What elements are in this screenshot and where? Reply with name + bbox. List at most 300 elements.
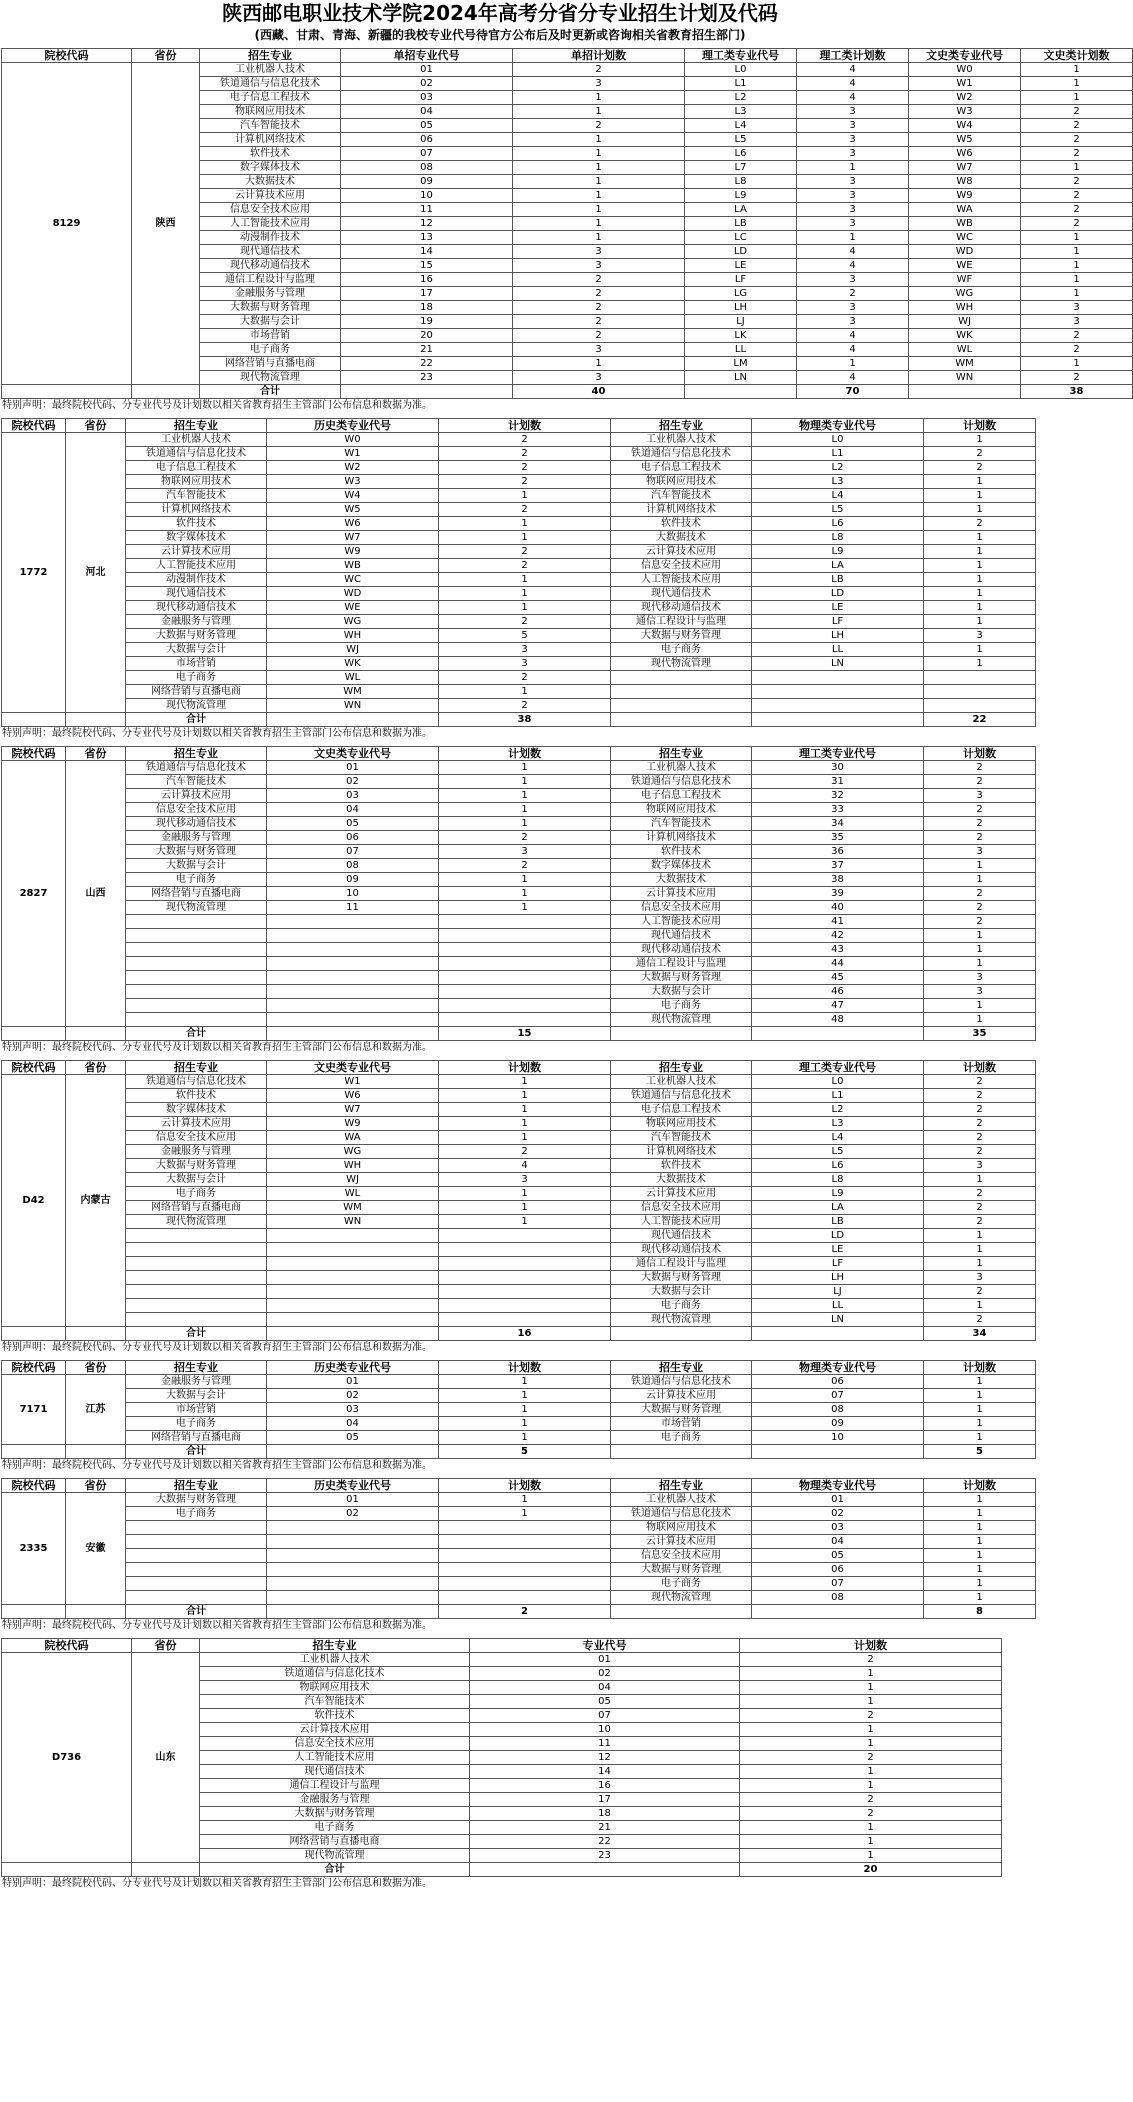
table-cell: 信息安全技术应用 [126, 803, 267, 817]
table-cell: 市场营销 [200, 329, 341, 343]
table-cell: 信息安全技术应用 [200, 1737, 470, 1751]
table-cell: 铁道通信与信息化技术 [611, 447, 752, 461]
table-cell: 1 [439, 1201, 611, 1215]
table-cell: 物联网应用技术 [611, 803, 752, 817]
province-name: 内蒙古 [66, 1075, 126, 1327]
table-cell: L3 [752, 1117, 924, 1131]
table-row [2, 1549, 1036, 1563]
table-cell: LL [752, 643, 924, 657]
table-cell: 2 [439, 699, 611, 713]
table-cell: 10 [752, 1431, 924, 1445]
table-cell [126, 1013, 267, 1027]
table-row [2, 461, 1036, 475]
table-cell: WL [909, 343, 1021, 357]
table-cell: 通信工程设计与监理 [200, 1779, 470, 1793]
table-cell: 3 [797, 315, 909, 329]
table-cell: 1 [513, 147, 685, 161]
table-cell [126, 1549, 267, 1563]
table-cell: L0 [752, 433, 924, 447]
table-cell: 1 [439, 685, 611, 699]
empty-cell [132, 385, 200, 399]
table-cell: 现代移动通信技术 [611, 943, 752, 957]
table-cell: W5 [909, 133, 1021, 147]
table-cell: 金融服务与管理 [200, 1793, 470, 1807]
table-cell: 现代通信技术 [200, 1765, 470, 1779]
empty-cell [66, 1027, 126, 1041]
table-cell: 大数据与会计 [126, 1389, 267, 1403]
table-cell: LN [752, 1313, 924, 1327]
table-cell [439, 1285, 611, 1299]
table-cell: 大数据与财务管理 [611, 1271, 752, 1285]
table-cell: 人工智能技术应用 [126, 559, 267, 573]
table-cell: WK [267, 657, 439, 671]
table-cell: 铁道通信与信息化技术 [126, 761, 267, 775]
table-cell: 05 [470, 1695, 740, 1709]
column-header: 计划数 [924, 419, 1036, 433]
table-cell: LH [752, 629, 924, 643]
table-cell: 1 [439, 817, 611, 831]
table-cell: WN [909, 371, 1021, 385]
table-cell: 10 [341, 189, 513, 203]
column-header: 理工类计划数 [797, 49, 909, 63]
table-cell: 06 [267, 831, 439, 845]
table-cell: 大数据与会计 [200, 315, 341, 329]
table-cell: L2 [752, 1103, 924, 1117]
table-cell: 现代物流管理 [200, 371, 341, 385]
table-cell: 工业机器人技术 [611, 1493, 752, 1507]
table-cell: 金融服务与管理 [126, 615, 267, 629]
table-cell: 47 [752, 999, 924, 1013]
table-cell [611, 699, 752, 713]
table-cell: L6 [752, 1159, 924, 1173]
table-cell: 市场营销 [126, 657, 267, 671]
table-cell: 02 [267, 1389, 439, 1403]
table-cell: 1 [513, 175, 685, 189]
table-cell: 2 [1021, 329, 1133, 343]
table-cell [267, 999, 439, 1013]
table-cell: 电子商务 [200, 1821, 470, 1835]
table-cell: 2 [924, 1117, 1036, 1131]
table-cell: 1 [924, 531, 1036, 545]
total-value: 34 [924, 1327, 1036, 1341]
table-cell: 02 [267, 775, 439, 789]
table-cell: 1 [740, 1681, 1002, 1695]
table-cell: 45 [752, 971, 924, 985]
column-header: 物理类专业代号 [752, 419, 924, 433]
table-row [2, 775, 1036, 789]
table-cell: 汽车智能技术 [200, 119, 341, 133]
school-code: D736 [2, 1653, 132, 1863]
table-cell: 2 [924, 761, 1036, 775]
table-cell [267, 915, 439, 929]
table-cell: 1 [439, 1103, 611, 1117]
province-name: 河北 [66, 433, 126, 713]
table-row [2, 873, 1036, 887]
plan-table-8129 [1, 48, 1133, 399]
table-cell: 市场营销 [611, 1417, 752, 1431]
table-cell: 07 [470, 1709, 740, 1723]
table-cell: 2 [439, 671, 611, 685]
table-cell: 云计算技术应用 [200, 1723, 470, 1737]
table-cell: 16 [341, 273, 513, 287]
table-cell: 2 [1021, 217, 1133, 231]
empty-cell [66, 713, 126, 727]
disclaimer-note: 特别声明：最终院校代码、分专业代号及计划数以相关省教育招生主管部门公布信息和数据为准。 [2, 1620, 432, 1631]
table-cell: 1 [439, 901, 611, 915]
table-cell: 3 [797, 189, 909, 203]
table-cell: 1 [924, 475, 1036, 489]
table-cell: 04 [341, 105, 513, 119]
total-value [611, 1445, 752, 1459]
total-label: 合计 [126, 1445, 267, 1459]
table-row [2, 1299, 1036, 1313]
table-cell: 现代物流管理 [126, 901, 267, 915]
table-cell: WC [267, 573, 439, 587]
table-cell: LB [752, 1215, 924, 1229]
table-cell: 软件技术 [611, 1159, 752, 1173]
table-cell: 软件技术 [126, 517, 267, 531]
column-header: 招生专业 [126, 1361, 267, 1375]
column-header: 计划数 [924, 1479, 1036, 1493]
table-cell: 07 [752, 1577, 924, 1591]
table-row [2, 1131, 1036, 1145]
table-cell: 1 [439, 587, 611, 601]
table-row [2, 629, 1036, 643]
plan-table-1772 [1, 418, 1036, 727]
table-cell: 物联网应用技术 [611, 1117, 752, 1131]
table-cell: W7 [267, 531, 439, 545]
column-header: 省份 [66, 1061, 126, 1075]
table-cell: 数字媒体技术 [200, 161, 341, 175]
empty-cell [2, 1327, 66, 1341]
table-cell: 2 [513, 63, 685, 77]
table-cell: 金融服务与管理 [126, 831, 267, 845]
table-cell: LD [685, 245, 797, 259]
table-cell: W7 [267, 1103, 439, 1117]
column-header: 院校代码 [2, 1061, 66, 1075]
table-cell: 3 [924, 1159, 1036, 1173]
empty-cell [66, 1605, 126, 1619]
table-cell: 2 [439, 545, 611, 559]
table-row [2, 503, 1036, 517]
table-cell: 1 [924, 643, 1036, 657]
table-cell: LM [685, 357, 797, 371]
table-cell: 1 [439, 789, 611, 803]
table-cell: 1 [924, 1403, 1036, 1417]
table-cell: 大数据与财务管理 [126, 1159, 267, 1173]
table-cell [126, 1257, 267, 1271]
table-cell [439, 1563, 611, 1577]
column-header: 招生专业 [611, 1361, 752, 1375]
total-value [611, 1327, 752, 1341]
table-cell: WD [909, 245, 1021, 259]
total-value: 70 [797, 385, 909, 399]
total-label: 合计 [126, 713, 267, 727]
table-cell: 4 [439, 1159, 611, 1173]
total-value: 5 [924, 1445, 1036, 1459]
table-cell: W0 [909, 63, 1021, 77]
school-code: 8129 [2, 63, 132, 385]
table-cell: LD [752, 587, 924, 601]
table-cell: L5 [685, 133, 797, 147]
table-cell: 工业机器人技术 [200, 63, 341, 77]
table-cell: WF [909, 273, 1021, 287]
table-cell: 1 [924, 1563, 1036, 1577]
table-cell: 2 [740, 1751, 1002, 1765]
table-row [2, 859, 1036, 873]
column-header: 招生专业 [611, 1479, 752, 1493]
column-header: 计划数 [924, 747, 1036, 761]
column-header: 理工类专业代号 [752, 1061, 924, 1075]
header-row [2, 1061, 1036, 1075]
table-cell: 汽车智能技术 [611, 1131, 752, 1145]
empty-cell [132, 1863, 200, 1877]
table-cell: WA [909, 203, 1021, 217]
table-cell: 02 [752, 1507, 924, 1521]
table-cell: 3 [924, 629, 1036, 643]
table-cell: 46 [752, 985, 924, 999]
table-cell: 39 [752, 887, 924, 901]
column-header: 单招计划数 [513, 49, 685, 63]
table-cell: 信息安全技术应用 [611, 559, 752, 573]
total-value [752, 1327, 924, 1341]
table-row [2, 985, 1036, 999]
total-value [267, 1327, 439, 1341]
table-cell: 3 [1021, 315, 1133, 329]
table-cell: 1 [924, 601, 1036, 615]
table-cell: 人工智能技术应用 [200, 217, 341, 231]
table-cell [439, 1577, 611, 1591]
table-row [2, 1507, 1036, 1521]
table-cell: 23 [470, 1849, 740, 1863]
table-cell: WE [909, 259, 1021, 273]
table-cell: 1 [924, 573, 1036, 587]
total-label: 合计 [200, 385, 341, 399]
table-cell: 1 [439, 573, 611, 587]
table-cell: 17 [470, 1793, 740, 1807]
table-cell: 1 [439, 1507, 611, 1521]
table-cell: 3 [797, 217, 909, 231]
table-cell: 31 [752, 775, 924, 789]
table-cell: 14 [470, 1765, 740, 1779]
table-row [2, 1417, 1036, 1431]
table-cell: 3 [439, 643, 611, 657]
table-cell: 01 [470, 1653, 740, 1667]
table-cell: 现代通信技术 [200, 245, 341, 259]
table-cell: 04 [267, 1417, 439, 1431]
table-cell: L9 [752, 545, 924, 559]
table-cell: WB [267, 559, 439, 573]
table-cell [126, 971, 267, 985]
table-cell [126, 1285, 267, 1299]
table-cell: 2 [924, 887, 1036, 901]
table-cell: 2 [924, 775, 1036, 789]
table-cell [439, 1591, 611, 1605]
table-cell: 1 [1021, 161, 1133, 175]
table-row [2, 845, 1036, 859]
table-cell: 大数据与财务管理 [200, 301, 341, 315]
table-cell: 2 [924, 1131, 1036, 1145]
table-row [2, 1313, 1036, 1327]
table-cell: LE [752, 1243, 924, 1257]
table-row [2, 1403, 1036, 1417]
table-cell: 物联网应用技术 [126, 475, 267, 489]
table-cell: 1 [924, 1507, 1036, 1521]
table-cell [267, 1591, 439, 1605]
table-cell: 计算机网络技术 [611, 1145, 752, 1159]
table-cell [126, 1229, 267, 1243]
table-cell: 09 [267, 873, 439, 887]
table-cell: 2 [924, 1187, 1036, 1201]
table-cell: 2 [740, 1653, 1002, 1667]
column-header: 物理类专业代号 [752, 1479, 924, 1493]
table-cell: 1 [924, 1549, 1036, 1563]
total-value [752, 1605, 924, 1619]
table-row [2, 971, 1036, 985]
table-row [2, 643, 1036, 657]
table-cell: 大数据与财务管理 [126, 1493, 267, 1507]
table-cell: 铁道通信与信息化技术 [611, 775, 752, 789]
table-row [2, 1535, 1036, 1549]
table-cell [126, 1299, 267, 1313]
table-cell [924, 699, 1036, 713]
table-cell: 03 [341, 91, 513, 105]
header-row [2, 419, 1036, 433]
table-cell: 现代物流管理 [126, 1215, 267, 1229]
table-cell: 2 [1021, 203, 1133, 217]
table-cell: 1 [924, 587, 1036, 601]
table-cell [267, 943, 439, 957]
table-cell: 1 [439, 1431, 611, 1445]
table-cell [267, 971, 439, 985]
table-cell: 网络营销与直播电商 [126, 887, 267, 901]
table-cell: 05 [341, 119, 513, 133]
table-cell: 1 [513, 189, 685, 203]
table-cell: W4 [267, 489, 439, 503]
province-name: 山东 [132, 1653, 200, 1863]
table-cell: 电子商务 [611, 643, 752, 657]
table-cell: 铁道通信与信息化技术 [200, 1667, 470, 1681]
table-cell: 大数据与财务管理 [200, 1807, 470, 1821]
table-cell: 3 [797, 203, 909, 217]
table-cell: 汽车智能技术 [126, 489, 267, 503]
table-cell: 07 [752, 1389, 924, 1403]
table-cell: 1 [513, 231, 685, 245]
table-cell: 42 [752, 929, 924, 943]
empty-cell [2, 1863, 132, 1877]
table-cell: 1 [924, 1013, 1036, 1027]
table-cell: 金融服务与管理 [126, 1375, 267, 1389]
table-cell: LN [752, 657, 924, 671]
table-row [2, 887, 1036, 901]
table-cell [126, 1313, 267, 1327]
table-cell: 18 [341, 301, 513, 315]
total-value [909, 385, 1021, 399]
table-cell: 市场营销 [126, 1403, 267, 1417]
table-cell: 1 [439, 775, 611, 789]
table-cell: 2 [797, 287, 909, 301]
table-cell: W3 [267, 475, 439, 489]
table-row [2, 789, 1036, 803]
column-header: 历史类专业代号 [267, 1361, 439, 1375]
table-row [2, 1117, 1036, 1131]
table-cell: 04 [470, 1681, 740, 1695]
empty-cell [66, 1327, 126, 1341]
table-cell: 软件技术 [611, 517, 752, 531]
table-cell: 1 [924, 489, 1036, 503]
table-cell: W7 [909, 161, 1021, 175]
table-cell: 1 [439, 1075, 611, 1089]
column-header: 文史类计划数 [1021, 49, 1133, 63]
table-cell [126, 985, 267, 999]
table-cell: WN [267, 699, 439, 713]
table-cell: 2 [1021, 147, 1133, 161]
table-cell: 现代通信技术 [126, 587, 267, 601]
column-header: 计划数 [924, 1061, 1036, 1075]
table-row [2, 901, 1036, 915]
table-cell: 02 [470, 1667, 740, 1681]
table-cell [439, 1299, 611, 1313]
disclaimer-note: 特别声明：最终院校代码、分专业代号及计划数以相关省教育招生主管部门公布信息和数据为准。 [2, 1342, 432, 1353]
table-cell: 1 [924, 1431, 1036, 1445]
table-cell: 1 [513, 105, 685, 119]
table-cell: 现代移动通信技术 [126, 601, 267, 615]
table-cell [267, 1299, 439, 1313]
table-cell: 3 [797, 301, 909, 315]
table-cell: 1 [439, 1187, 611, 1201]
table-cell: 06 [752, 1563, 924, 1577]
table-cell: 1 [924, 1493, 1036, 1507]
table-cell: 2 [924, 1313, 1036, 1327]
column-header: 专业代号 [470, 1639, 740, 1653]
table-cell: 1 [797, 231, 909, 245]
table-row [2, 657, 1036, 671]
table-cell: WG [267, 1145, 439, 1159]
table-cell: 工业机器人技术 [611, 1075, 752, 1089]
table-cell: WH [267, 629, 439, 643]
table-cell: WN [267, 1215, 439, 1229]
table-cell: 2 [1021, 371, 1133, 385]
table-cell: LC [685, 231, 797, 245]
table-cell [439, 1521, 611, 1535]
table-cell: LF [752, 615, 924, 629]
table-cell: 云计算技术应用 [611, 1389, 752, 1403]
sections-container [0, 48, 1110, 1890]
table-cell: 2 [1021, 133, 1133, 147]
table-cell: 2 [924, 901, 1036, 915]
table-row [2, 1103, 1036, 1117]
table-cell: 3 [797, 175, 909, 189]
table-cell: 软件技术 [200, 147, 341, 161]
table-cell: LA [752, 559, 924, 573]
table-cell: 14 [341, 245, 513, 259]
table-cell: 2 [1021, 175, 1133, 189]
table-cell [126, 1577, 267, 1591]
table-cell [439, 1229, 611, 1243]
table-cell: W8 [909, 175, 1021, 189]
table-cell: WA [267, 1131, 439, 1145]
table-cell: 1 [797, 161, 909, 175]
column-header: 院校代码 [2, 1639, 132, 1653]
table-cell: 1 [439, 1389, 611, 1403]
table-cell: 软件技术 [611, 845, 752, 859]
table-cell: 大数据技术 [611, 531, 752, 545]
province-name: 山西 [66, 761, 126, 1027]
table-cell: 01 [752, 1493, 924, 1507]
table-cell: L2 [752, 461, 924, 475]
table-cell: 12 [341, 217, 513, 231]
table-cell: 1 [924, 1375, 1036, 1389]
